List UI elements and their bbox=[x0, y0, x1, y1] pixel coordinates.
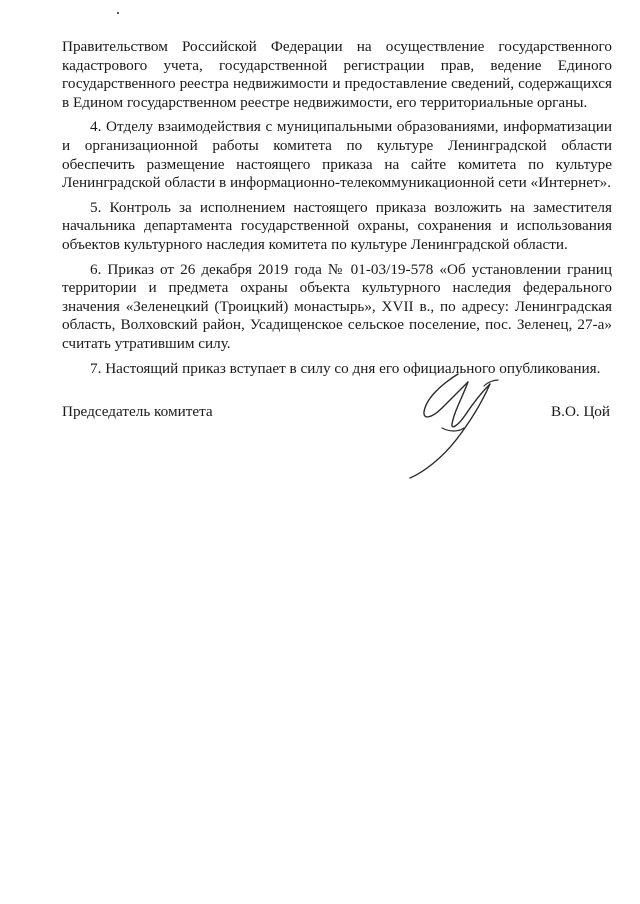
paragraph-6: 6. Приказ от 26 декабря 2019 года № 01-03/19-578 «Об установлении границ территории и предмета охраны объекта культурного наследия федерального значения «Зеленецкий (Троицкий) монастырь», XVII в., по адресу: Ленинградская область, Волховский район, Усадищенское сельское поселение, пос. Зеленец, 27-а» считать утратившим силу. bbox=[62, 260, 612, 352]
handwritten-signature bbox=[398, 368, 508, 480]
signatory-title: Председатель комитета bbox=[62, 403, 213, 420]
paragraph-4: 4. Отделу взаимодействия с муниципальными образованиями, информатизации и организационной работы комитета по культуре Ленинградской области обеспечить размещение настоящего приказа на сайте комитета по культуре Ленинградской области в информационно-телекоммуникационной сети «Интернет». bbox=[62, 118, 612, 192]
paragraph-continuation: Правительством Российской Федерации на осуществление государственного кадастрового учета, государственной регистрации прав, ведение Единого государственного реестра недвижимости и предоставление сведений, содержащихся в Едином государственном реестре недвижимости, его территориальные органы. bbox=[62, 38, 612, 111]
document-body bbox=[62, 38, 612, 384]
signatory-name: В.О. Цой bbox=[551, 403, 610, 420]
paragraph-7: 7. Настоящий приказ вступает в силу со дня его официального опубликования. bbox=[90, 359, 601, 377]
paragraph-5: 5. Контроль за исполнением настоящего приказа возложить на заместителя начальника департамента государственной охраны, сохранения и использования объектов культурного наследия комитета по культуре Ленинградской области. bbox=[62, 198, 612, 253]
scan-speck bbox=[117, 12, 119, 14]
